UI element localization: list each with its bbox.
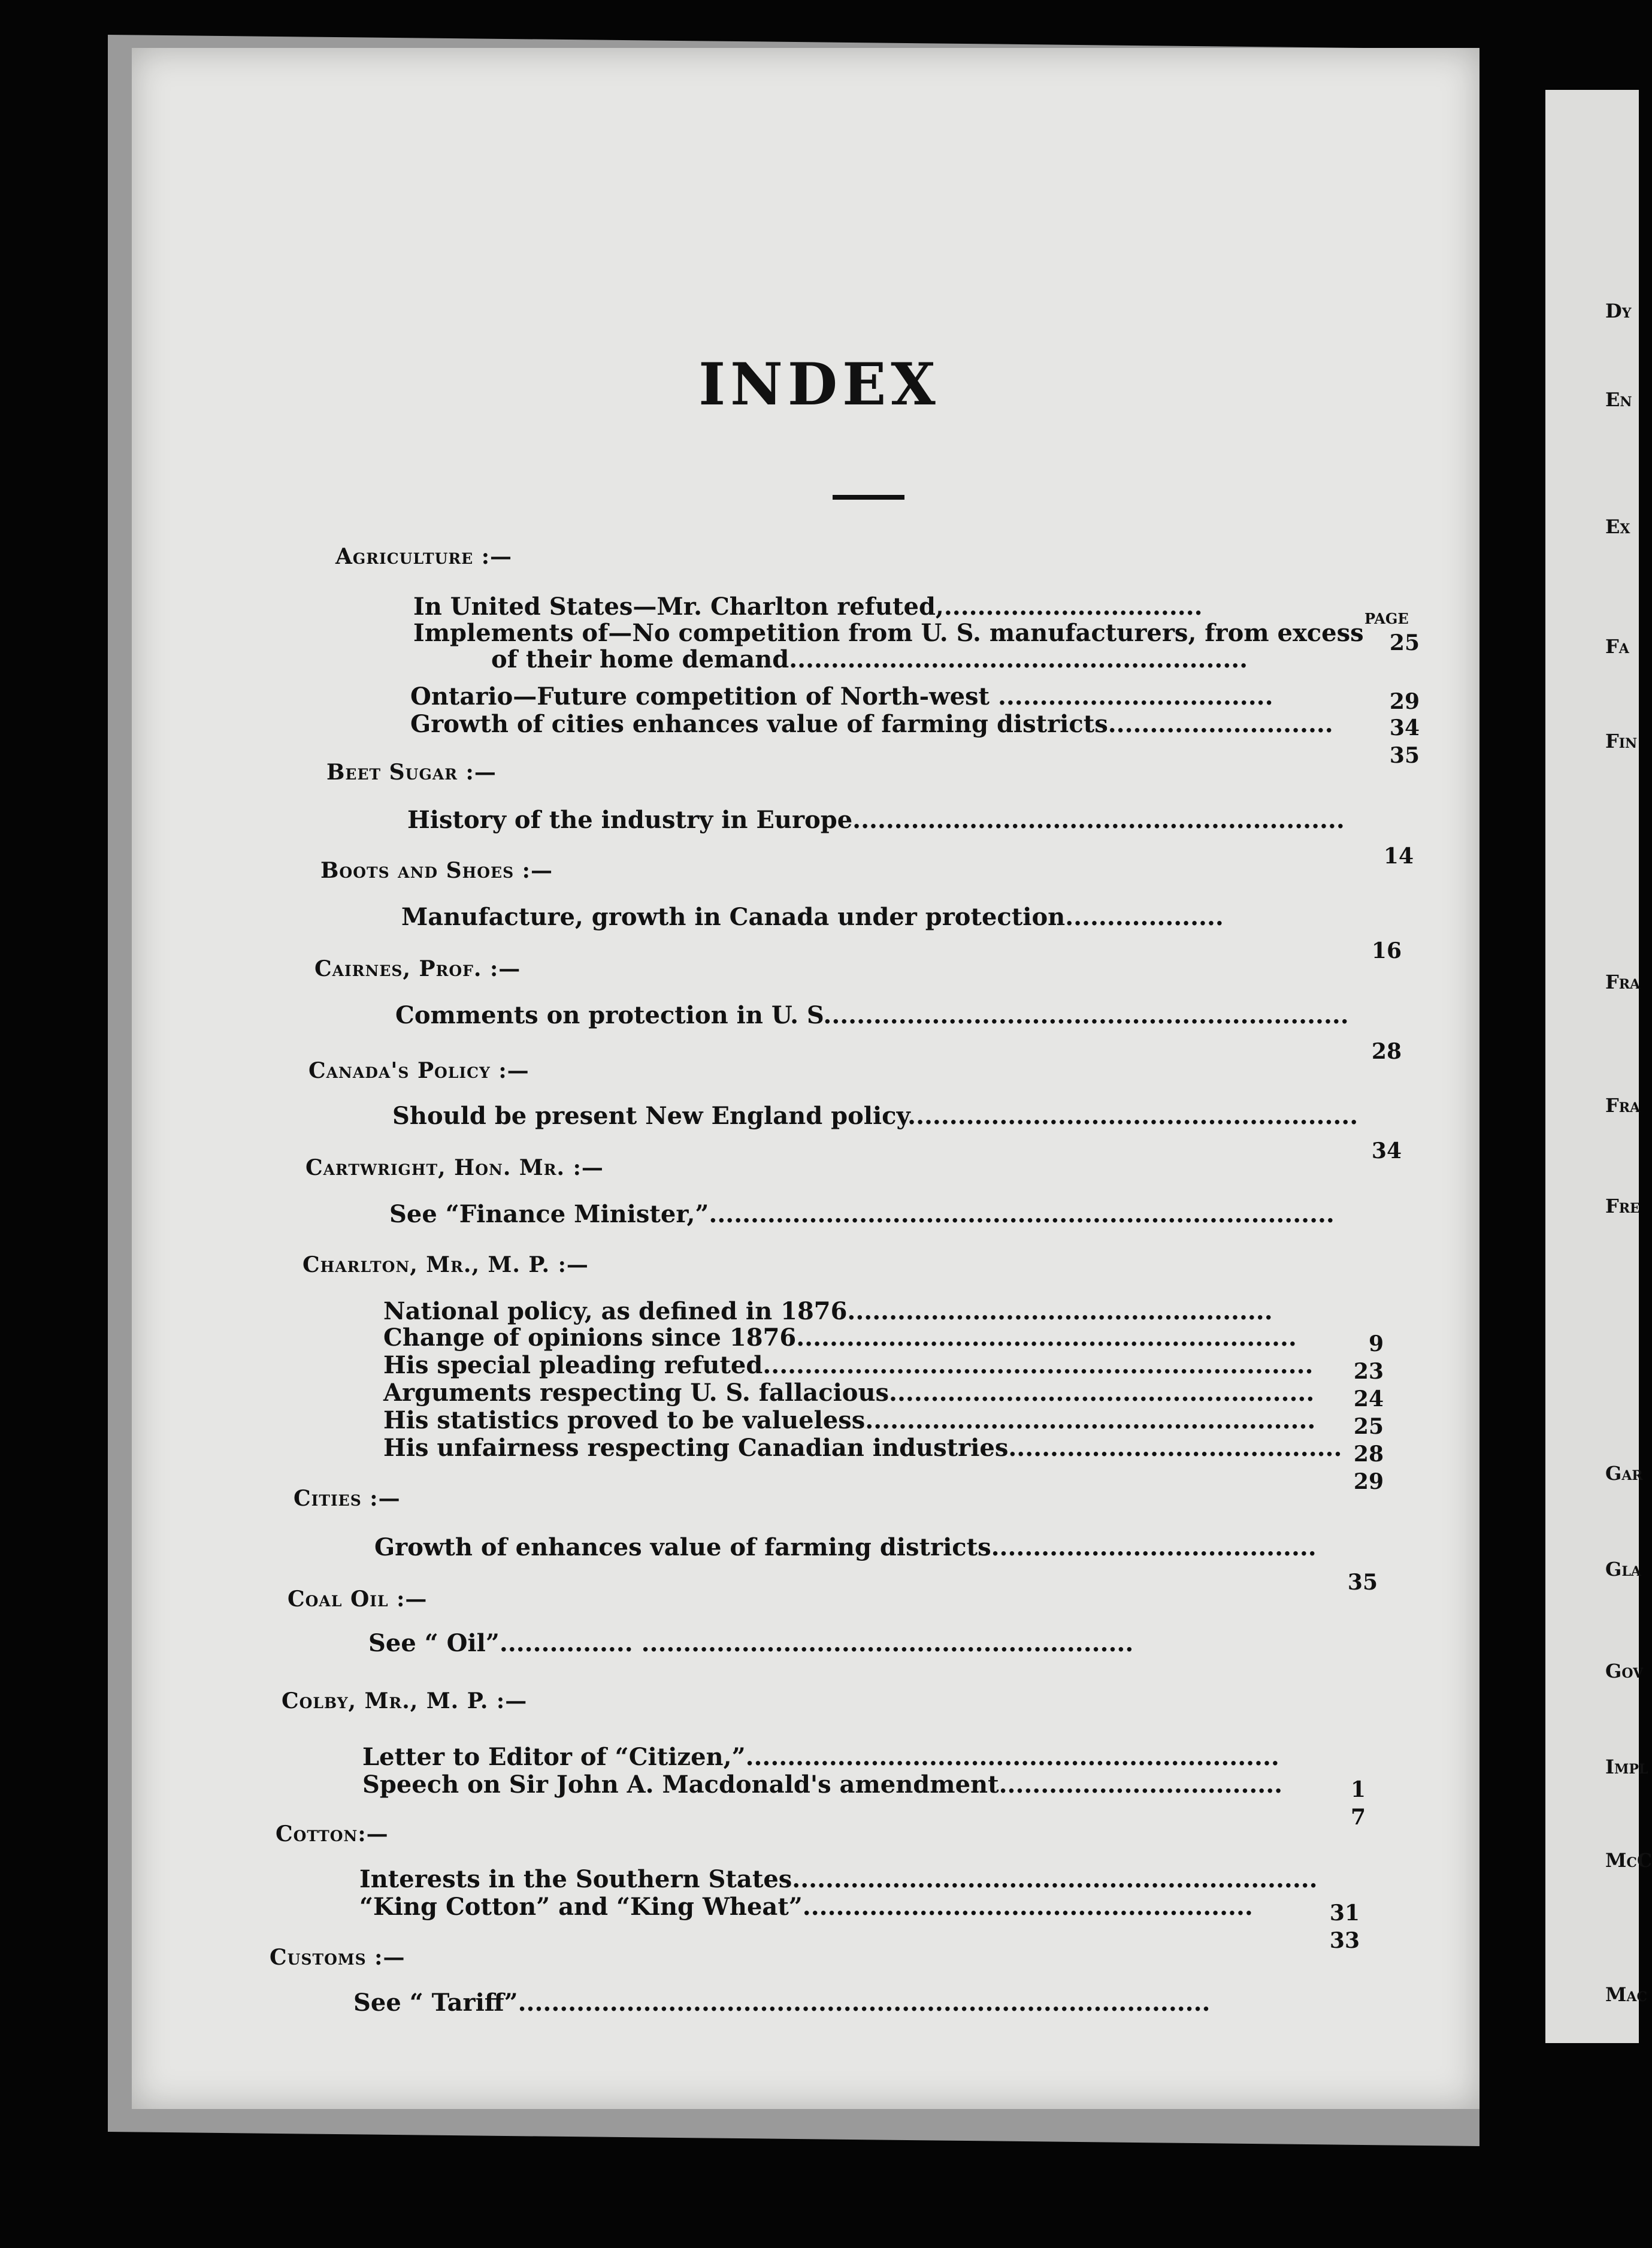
page-number: 28 [1371,1039,1402,1064]
page-number: 25 [1353,1414,1384,1439]
index-heading: Beet Sugar :— [326,760,497,785]
index-entry: Speech on Sir John A. Macdonald's amendment.................................. [362,1770,1283,1799]
index-entry: See “ Tariff”................................................................................... [353,1989,1211,2017]
facing-page-letter: Fin [1605,730,1638,753]
index-entry: His statistics proved to be valueless...................................................... [383,1406,1316,1434]
facing-page-letter: Fra [1605,971,1641,993]
index-entry: Change of opinions since 1876............................................................ [383,1324,1297,1352]
page-number: 29 [1353,1469,1384,1494]
index-heading: Cairnes, Prof. :— [314,956,521,981]
index-entry: His special pleading refuted.................................................................. [383,1351,1314,1379]
index-entry: Ontario—Future competition of North-west ................................. [410,682,1273,711]
page-number: 33 [1329,1928,1360,1953]
page-number: 29 [1389,689,1420,714]
index-heading: Boots and Shoes :— [320,858,553,883]
index-entry: Manufacture, growth in Canada under protection................... [401,903,1224,931]
page-number: 28 [1353,1442,1384,1467]
page-column-label: PAGE [1364,610,1409,627]
index-entry: Growth of enhances value of farming districts....................................... [374,1533,1317,1561]
title-rule [833,495,904,500]
index-entry: Interests in the Southern States............................................................... [359,1865,1318,1893]
page-number: 1 [1350,1777,1366,1802]
index-entry: History of the industry in Europe........................................................... [407,806,1345,834]
facing-page-letter: Dy [1605,300,1632,322]
facing-page-letter: Gov [1605,1660,1644,1682]
index-heading: Agriculture :— [335,544,513,569]
page-number: 9 [1368,1331,1384,1356]
page-number: 35 [1347,1570,1378,1595]
index-heading: Canada's Policy :— [308,1058,530,1083]
index-entry: National policy, as defined in 1876................................................... [383,1297,1273,1325]
index-heading: Coal Oil :— [288,1587,428,1612]
page-number: 31 [1329,1900,1360,1926]
index-heading: Cartwright, Hon. Mr. :— [305,1155,604,1180]
index-heading: Cities :— [294,1486,401,1511]
index-entry: In United States—Mr. Charlton refuted,............................... [413,593,1203,621]
index-entry: See “ Oil”................ ........................................................... [368,1629,1134,1657]
facing-page-letter: Impl [1605,1756,1648,1778]
page-title: INDEX [698,351,940,418]
facing-page-letter: Ex [1605,515,1630,538]
index-heading: Colby, Mr., M. P. :— [282,1688,528,1714]
page-number: 34 [1371,1138,1402,1164]
facing-page-letter: Fra [1605,1094,1641,1117]
index-entry: Comments on protection in U. S............................................................... [395,1001,1349,1029]
facing-page-letter: Fa [1605,635,1629,658]
facing-page-letter: En [1605,388,1632,411]
page-number: 14 [1383,844,1414,869]
facing-page-letter: McC [1605,1849,1652,1872]
page-number: 16 [1371,938,1402,963]
index-entry: See “Finance Minister,”........................................................................... [389,1200,1335,1228]
facing-page-letter: Mac [1605,1983,1648,2006]
facing-page-letter: Fre [1605,1195,1640,1217]
page-number: 25 [1389,630,1420,655]
index-entry: “King Cotton” and “King Wheat”...................................................... [359,1893,1253,1921]
index-entry: Letter to Editor of “Citizen,”................................................................ [362,1743,1279,1771]
page-number: 24 [1353,1386,1384,1412]
page-number: 7 [1350,1805,1366,1830]
index-heading: Cotton:— [276,1821,389,1847]
page-number: 34 [1389,715,1420,741]
page-number: 23 [1353,1359,1384,1384]
index-entry: of their home demand....................................................... [491,645,1248,673]
facing-page-letter: Gar [1605,1462,1643,1485]
page-number: 35 [1389,743,1420,768]
index-entry: Arguments respecting U. S. fallacious................................................... [383,1379,1315,1407]
facing-page-letter: Gla [1605,1558,1641,1581]
index-entry: Should be present New England policy...................................................... [392,1102,1358,1130]
index-entry: Growth of cities enhances value of farming districts........................... [410,710,1333,738]
index-heading: Customs :— [270,1945,406,1970]
index-heading: Charlton, Mr., M. P. :— [302,1252,589,1277]
index-entry: His unfairness respecting Canadian industries........................................ [383,1434,1342,1462]
index-entry: Implements of—No competition from U. S. manufacturers, from excess [413,619,1364,647]
